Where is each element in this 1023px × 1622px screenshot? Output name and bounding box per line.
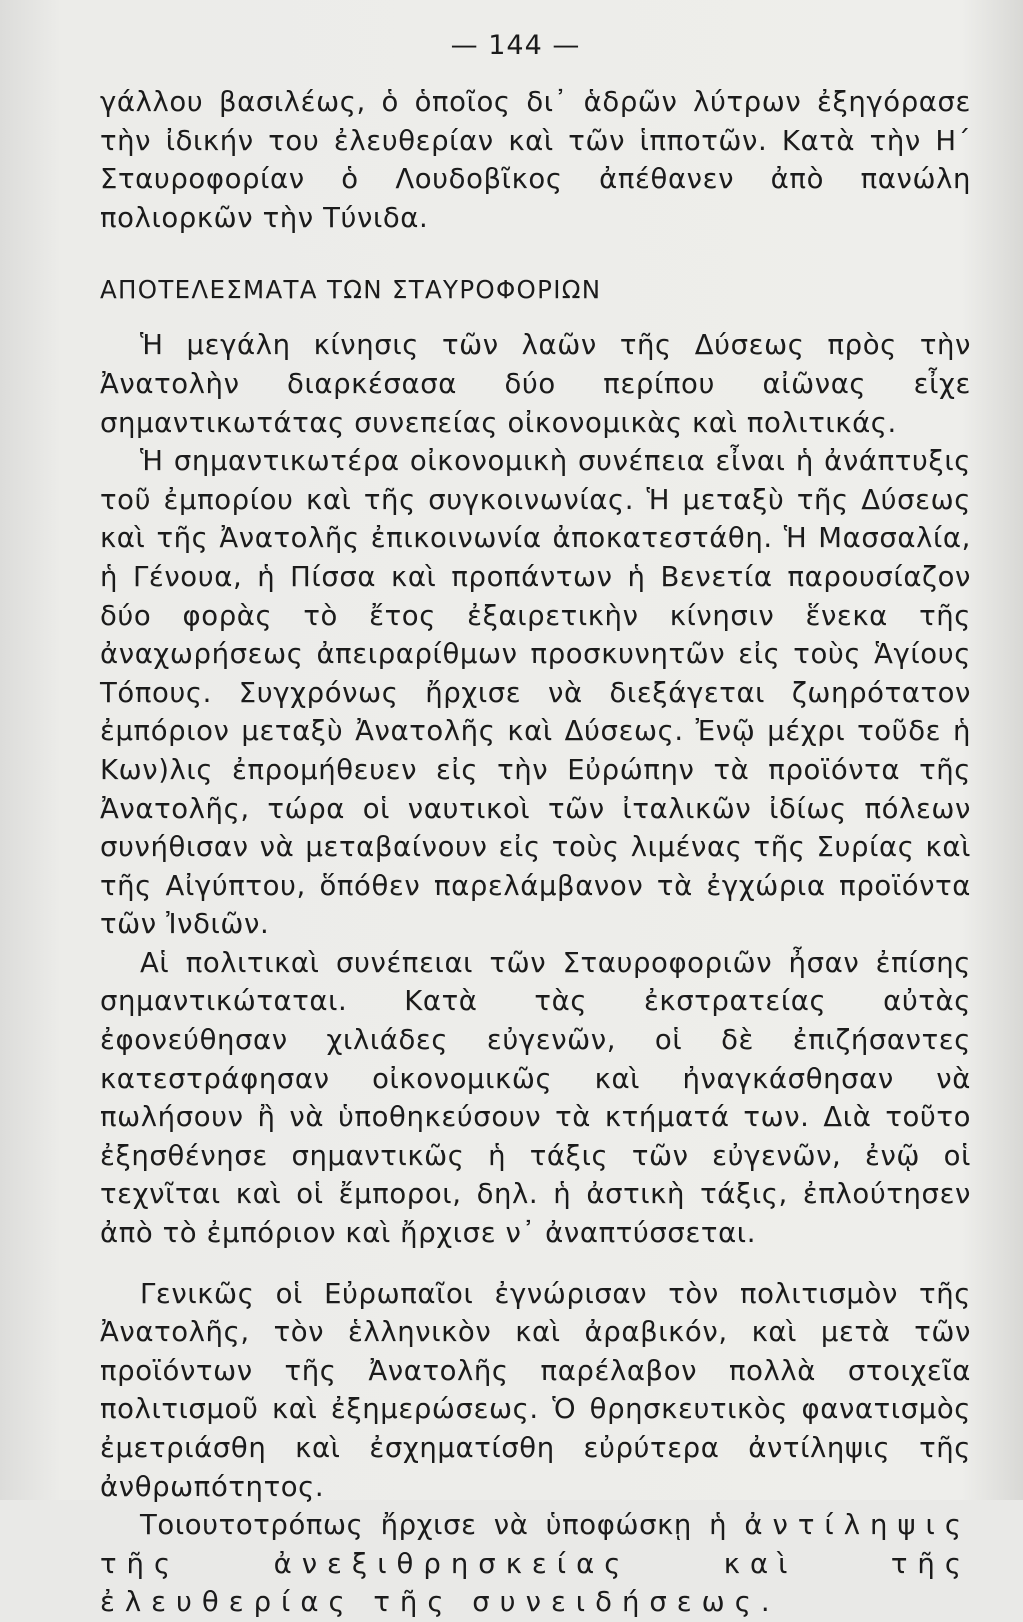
section-heading: ΑΠΟΤΕΛΕΣΜΑΤΑ ΤΩΝ ΣΤΑΥΡΟΦΟΡΙΩΝ: [100, 275, 602, 305]
body-paragraph-movement: Ἡ μεγάλη κίνησις τῶν λαῶν τῆς Δύσεως πρὸς τὴν Ἀνατολὴν διαρκέσασα δύο περίπου αἰῶνας εἶχε σημαντικωτάτας συνεπείας οἰκονομικὰς καὶ πολιτικάς.: [100, 329, 971, 439]
body-paragraph-economic: Ἡ σημαντικωτέρα οἰκονομικὴ συνέπεια εἶναι ἡ ἀνάπτυξις τοῦ ἐμπορίου καὶ τῆς συγκοινωνίας. Ἡ μεταξὺ τῆς Δύσεως καὶ τῆς Ἀνατολῆς ἐπικοινωνία ἀποκατεστάθη. Ἡ Μασσαλία, ἡ Γένουα, ἡ Πίσσα καὶ προπάντων ἡ Βενετία παρουσίαζον δύο φορὰς τὸ ἔτος ἐξαιρετικὴν κίνησιν ἕνεκα τῆς ἀναχωρήσεως ἀπειραρίθμων προσκυνητῶν εἰς τοὺς Ἁγίους Τόπους. Συγχρόνως ἤρχισε νὰ διεξάγεται ζωηρότατον ἐμπόριον μεταξὺ Ἀνατολῆς καὶ Δύσεως. Ἐνῷ μέχρι τοῦδε ἡ Κων)λις ἐπρομήθευεν εἰς τὴν Εὐρώπην τὰ προϊόντα τῆς Ἀνατολῆς, τώρα οἱ ναυτικοὶ τῶν ἰταλικῶν ἰδίως πόλεων συνήθισαν νὰ μεταβαίνουν εἰς τοὺς λιμένας τῆς Συρίας καὶ τῆς Αἰγύπτου, ὅπόθεν παρελάμβανον τὰ ἐγχώρια προϊόντα τῶν Ἰνδιῶν.: [100, 445, 971, 941]
closing-emphasis-text: ἀντίληψις τῆς ἀνεξιθρησκείας καὶ τῆς ἐλευθερίας τῆς συνειδήσεως: [100, 1509, 971, 1619]
body-paragraph-civilization: Γενικῶς οἱ Εὐρωπαῖοι ἐγνώρισαν τὸν πολιτισμὸν τῆς Ἀνατολῆς, τὸν ἑλληνικὸν καὶ ἀραβικόν, καὶ μετὰ τῶν προϊόντων τῆς Ἀνατολῆς παρέλαβον πολλὰ στοιχεῖα πολιτισμοῦ καὶ ἐξημερώσεως. Ὁ θρησκευτικὸς φανατισμὸς ἐμετριάσθη καὶ ἐσχηματίσθη εὐρύτερα ἀντίληψις τῆς ἀνθρωπότητος.: [100, 1277, 971, 1503]
closing-end-text: .: [760, 1586, 771, 1619]
page-number: — 144 —: [450, 30, 581, 61]
body-paragraph-political: Αἱ πολιτικαὶ συνέπειαι τῶν Σταυροφοριῶν ἦσαν ἐπίσης σημαντικώταται. Κατὰ τὰς ἐκστρατείας αὐτὰς ἐφονεύθησαν χιλιάδες εὐγενῶν, οἱ δὲ ἐπιζήσαντες κατεστράφησαν οἰκονομικῶς καὶ ἠναγκάσθησαν νὰ πωλήσουν ἢ νὰ ὑποθηκεύσουν τὰ κτήματά των. Διὰ τοῦτο ἐξησθένησε σημαντικῶς ἡ τάξις τῶν εὐγενῶν, ἐνῷ οἱ τεχνῖται καὶ οἱ ἔμποροι, δηλ. ἡ ἀστικὴ τάξις, ἐπλούτησεν ἀπὸ τὸ ἐμπόριον καὶ ἤρχισε ν᾽ ἀναπτύσσεται.: [100, 946, 971, 1250]
closing-lead-text: Τοιουτοτρόπως ἤρχισε νὰ ὑποφώσκῃ ἡ: [140, 1509, 745, 1542]
closing-paragraph: [100, 1506, 971, 1622]
intro-paragraph: γάλλου βασιλέως, ὁ ὁποῖος δι᾽ ἁδρῶν λύτρων ἐξηγόρασε τὴν ἰδικήν του ἐλευθερίαν καὶ τῶν ἱπποτῶν. Κατὰ τὴν Η΄ Σταυροφορίαν ὁ Λουδοβῖκος ἀπέθανεν ἀπὸ πανώλη πολιορκῶν τὴν Τύνιδα.: [100, 86, 971, 234]
